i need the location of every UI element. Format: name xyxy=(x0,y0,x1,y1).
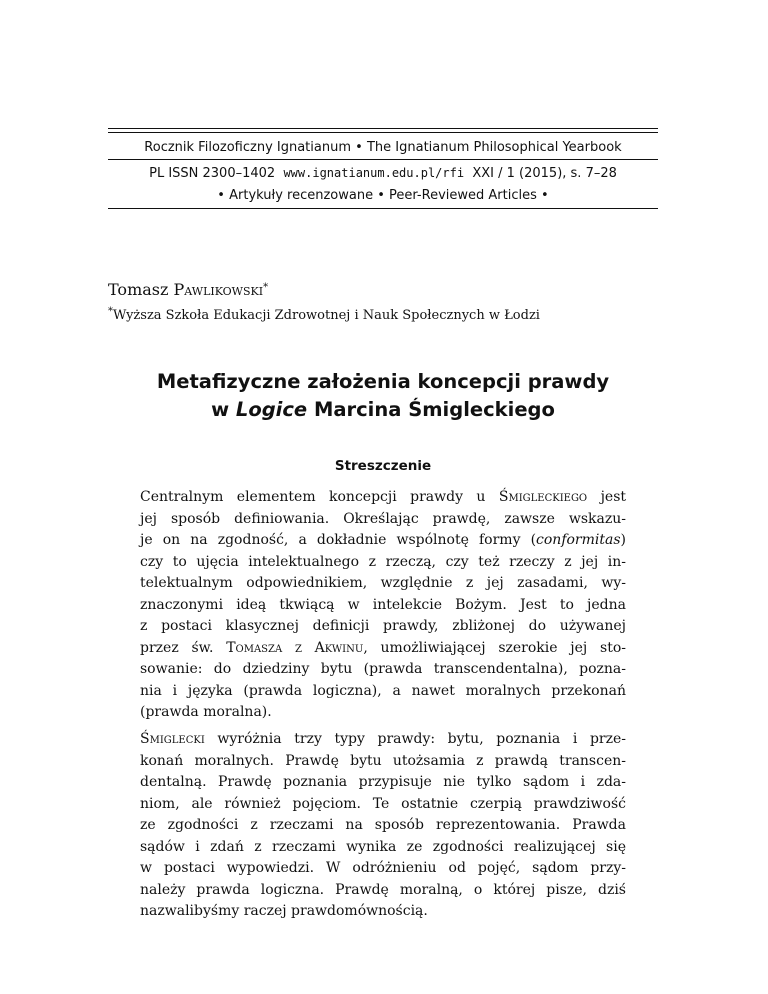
author-affiliation xyxy=(108,308,540,323)
text-line xyxy=(140,552,626,574)
text-line xyxy=(140,702,626,724)
person-name: Śmigleckiego xyxy=(498,489,588,505)
text-segment: sądów i zdań z rzeczami wynika ze zgodności realizującej się xyxy=(140,838,626,855)
text-line xyxy=(140,638,626,660)
text-line xyxy=(140,837,626,859)
text-segment: telektualnym odpowiednikiem, względnie z jej zasadami, wy- xyxy=(140,575,626,591)
abstract-heading: Streszczenie xyxy=(334,458,432,474)
text-segment: dentalną. Prawdę poznania przypisuje nie tylko sądom i zda- xyxy=(140,774,626,790)
affiliation-text: Wyższa Szkoła Edukacji Zdrowotnej i Nauk Społecznych w Łodzi xyxy=(113,308,540,323)
text-segment: wyróżnia trzy typy prawdy: bytu, poznania i prze- xyxy=(204,731,626,747)
text-segment: w postaci wypowiedzi. W odróżnieniu od pojęć, sądom przy- xyxy=(140,860,626,876)
text-segment: nia i języka (prawda logiczna), a nawet moralnych przekonań xyxy=(140,682,626,699)
text-segment: ze zgodności z rzeczami na sposób reprezentowania. Prawda xyxy=(140,817,626,833)
person-name: Śmiglecki xyxy=(140,731,205,747)
author-first-name: Tomasz xyxy=(108,280,169,299)
bullet-icon: • xyxy=(355,140,363,155)
bullet-icon: • xyxy=(217,188,225,203)
affiliation-marker: * xyxy=(108,306,113,317)
journal-name-pl: Rocznik Filozoficzny Ignatianum xyxy=(144,140,352,155)
text-segment: jej sposób definiowania. Określając prawdę, zawsze wskazu- xyxy=(140,510,626,527)
title-text-2a: w xyxy=(211,398,230,421)
header-bottom-rule xyxy=(108,208,658,209)
text-line xyxy=(140,751,626,773)
text-segment: z postaci klasycznej definicji prawdy, zbliżonej do używanej xyxy=(140,618,626,634)
text-segment: należy prawda logiczna. Prawdę moralną, o której pisze, dziś xyxy=(140,881,626,898)
title-text-1: Metafizyczne założenia koncepcji prawdy xyxy=(156,370,610,393)
text-segment: Centralnym elementem koncepcji prawdy u xyxy=(140,489,499,505)
bullet-icon: • xyxy=(541,188,549,203)
paper-title-line-1 xyxy=(108,370,658,393)
affiliation-marker: * xyxy=(263,282,269,293)
paper-title-line-2 xyxy=(108,398,658,421)
text-line xyxy=(140,509,626,531)
journal-title-line xyxy=(108,140,658,155)
text-segment: konań moralnych. Prawdę bytu utożsamia z prawdą transcen- xyxy=(140,752,626,769)
text-line xyxy=(140,772,626,794)
title-text-2-italic: Logice xyxy=(235,398,308,421)
author-name xyxy=(108,280,268,299)
text-line xyxy=(140,595,626,617)
header-top-rule-2 xyxy=(108,132,658,133)
journal-name-en: The Ignatianum Philosophical Yearbook xyxy=(366,140,622,155)
abstract-paragraph-2 xyxy=(140,729,626,923)
text-line xyxy=(140,616,626,638)
bullet-icon: • xyxy=(377,188,385,203)
text-segment: ) xyxy=(620,532,626,548)
text-segment: czy to ujęcia intelektualnego z rzeczą, czy też rzeczy z jej in- xyxy=(140,553,626,570)
text-line xyxy=(140,659,626,681)
text-line xyxy=(140,858,626,880)
header-mid-rule xyxy=(108,159,658,160)
text-segment: jest xyxy=(587,489,627,505)
text-line xyxy=(140,880,626,902)
text-segment: niom, ale również pojęciom. Te ostatnie czerpią prawdziwość xyxy=(140,795,626,812)
text-segment: , umożliwiającej szerokie jej sto- xyxy=(363,639,626,656)
text-segment: znaczonymi ideą tkwiącą w intelekcie Bożym. Jest to jedna xyxy=(140,596,626,613)
person-name: Tomasza z Akwinu xyxy=(226,639,364,656)
text-line xyxy=(140,530,626,552)
header-top-rule-1 xyxy=(108,128,658,129)
issue-info: XXI / 1 (2015), s. 7–28 xyxy=(472,166,617,181)
text-line xyxy=(140,487,626,509)
text-segment: sowanie: do dziedziny bytu (prawda transcendentalna), pozna- xyxy=(140,661,626,677)
text-line xyxy=(140,681,626,703)
author-last-name: Pawlikowski xyxy=(173,280,264,299)
review-status-en: Peer-Reviewed Articles xyxy=(389,188,537,203)
text-line xyxy=(140,794,626,816)
text-line xyxy=(140,815,626,837)
text-line xyxy=(140,729,626,751)
text-segment: (prawda moralna). xyxy=(140,704,272,720)
italic-term: conformitas xyxy=(536,532,621,548)
text-segment: je on na zgodność, a dokładnie wspólnotę formy ( xyxy=(140,532,537,548)
text-segment: przez św. xyxy=(140,639,227,656)
journal-issue-line xyxy=(108,166,658,181)
text-line xyxy=(140,901,626,923)
journal-url[interactable]: www.ignatianum.edu.pl/rfi xyxy=(283,166,465,180)
text-segment: nazwalibyśmy raczej prawdomównością. xyxy=(140,903,428,919)
title-text-2b: Marcina Śmigleckiego xyxy=(313,398,555,421)
issn: PL ISSN 2300–1402 xyxy=(149,166,276,181)
text-line xyxy=(140,573,626,595)
review-status-pl: Artykuły recenzowane xyxy=(229,188,374,203)
review-status-line xyxy=(108,188,658,203)
abstract-paragraph-1 xyxy=(140,487,626,724)
